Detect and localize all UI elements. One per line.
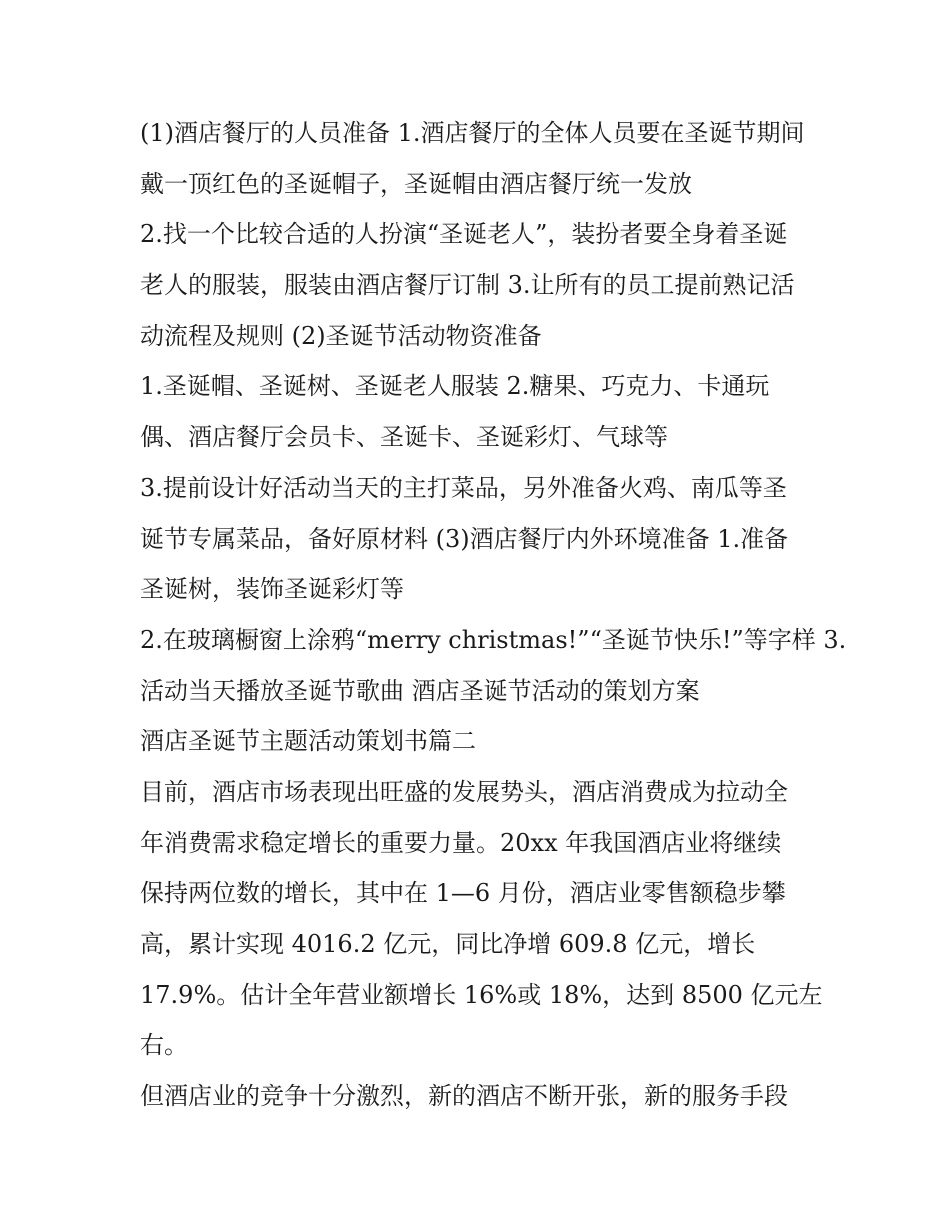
text-line: 诞节专属菜品，备好原材料 (3)酒店餐厅内外环境准备 1.准备 — [140, 524, 789, 553]
text-line: 17.9%。估计全年营业额增长 16%或 18%，达到 8500 亿元左 — [140, 980, 823, 1009]
text-line: 3.提前设计好活动当天的主打菜品，另外准备火鸡、南瓜等圣 — [140, 473, 787, 502]
text-line: 目前，酒店市场表现出旺盛的发展势头，酒店消费成为拉动全 — [140, 777, 788, 806]
text-line: 圣诞树，装饰圣诞彩灯等 — [140, 575, 404, 604]
text-line: 年消费需求稳定增长的重要力量。20xx 年我国酒店业将继续 — [140, 828, 782, 857]
document-body — [140, 108, 847, 1122]
text-line: (1)酒店餐厅的人员准备 1.酒店餐厅的全体人员要在圣诞节期间 — [140, 119, 805, 147]
text-line: 右。 — [140, 1031, 188, 1060]
text-line: 但酒店业的竞争十分激烈，新的酒店不断开张，新的服务手段 — [140, 1082, 788, 1111]
text-line: 动流程及规则 (2)圣诞节活动物资准备 — [140, 321, 542, 350]
text-line: 偶、酒店餐厅会员卡、圣诞卡、圣诞彩灯、气球等 — [140, 423, 668, 452]
section-heading: 酒店圣诞节主题活动策划书篇二 — [140, 727, 476, 756]
text-line: 保持两位数的增长，其中在 1—6 月份，酒店业零售额稳步攀 — [140, 879, 786, 908]
text-line: 2.在玻璃橱窗上涂鸦“merry christmas!”“圣诞节快乐!”等字样 3. — [140, 625, 847, 654]
text-line: 2.找一个比较合适的人扮演“圣诞老人”，装扮者要全身着圣诞 — [140, 220, 788, 249]
text-line: 戴一顶红色的圣诞帽子，圣诞帽由酒店餐厅统一发放 — [140, 169, 692, 198]
text-line: 高，累计实现 4016.2 亿元，同比净增 609.8 亿元，增长 — [140, 930, 756, 958]
text-line: 老人的服装，服装由酒店餐厅订制 3.让所有的员工提前熟记活 — [140, 271, 795, 300]
text-line: 1.圣诞帽、圣诞树、圣诞老人服装 2.糖果、巧克力、卡通玩 — [140, 372, 770, 401]
text-line: 活动当天播放圣诞节歌曲 酒店圣诞节活动的策划方案 — [140, 676, 700, 705]
